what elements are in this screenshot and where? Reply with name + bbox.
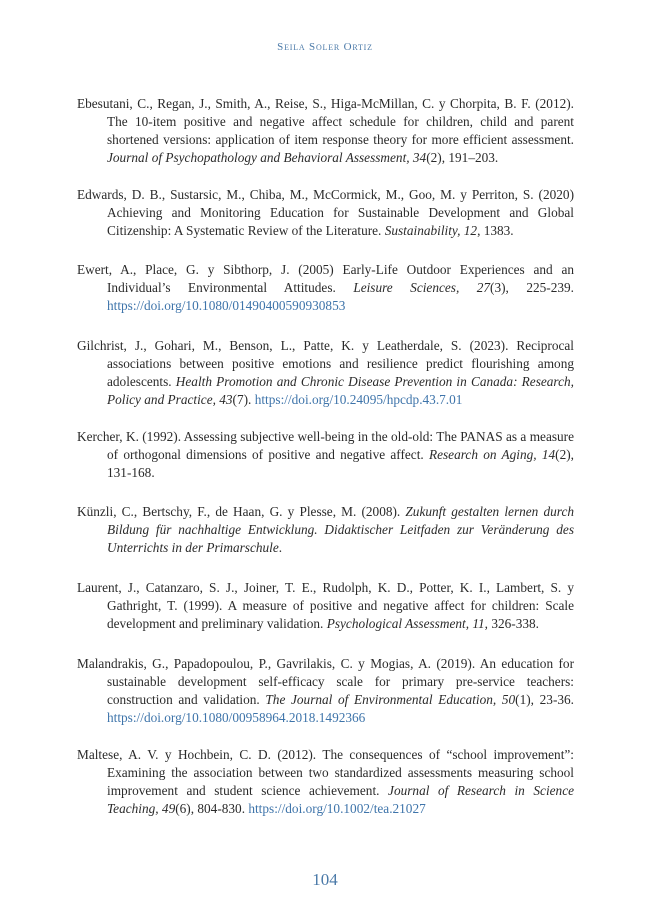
reference-details: (3), 225-239.	[490, 280, 574, 295]
page-number: 104	[312, 870, 338, 889]
reference-details: .	[278, 540, 283, 555]
reference-doi-link[interactable]: https://doi.org/10.1080/00958964.2018.1492366	[107, 710, 366, 725]
reference-authors: Gilchrist, J., Gohari, M., Benson, L., Patte, K. y Leatherdale, S. (2023). Reciprocal associations between positive emotions and resilience predict flourishing among adolescents.	[77, 338, 574, 389]
reference-details: , 1383.	[477, 223, 514, 238]
running-head: Seila Soler Ortiz	[277, 41, 373, 53]
reference-doi-link[interactable]: https://doi.org/10.1080/01490400590930853	[107, 298, 346, 313]
reference-item	[77, 428, 574, 482]
reference-doi-link[interactable]: https://doi.org/10.1002/tea.21027	[248, 801, 426, 816]
reference-details: (2), 191–203.	[426, 150, 499, 165]
reference-source: Leisure Sciences, 27	[353, 280, 491, 295]
reference-authors: Künzli, C., Bertschy, F., de Haan, G. y Plesse, M. (2008).	[77, 504, 406, 519]
reference-item	[77, 95, 574, 167]
reference-authors: Edwards, D. B., Sustarsic, M., Chiba, M., McCormick, M., Goo, M. y Perriton, S. (2020) Achieving and Monitoring Education for Sustainable Development and Global Citizenship: A Systematic Review of the Literature.	[77, 187, 574, 238]
reference-details: (7).	[232, 392, 255, 407]
reference-authors: Ewert, A., Place, G. y Sibthorp, J. (2005) Early-Life Outdoor Experiences and an Individual’s Environmental Attitudes.	[77, 262, 574, 295]
reference-source: Sustainability, 12	[384, 223, 478, 238]
reference-source: Health Promotion and Chronic Disease Prevention in Canada: Research, Policy and Practice, 43	[107, 374, 574, 407]
reference-details: (6), 804-830.	[175, 801, 249, 816]
reference-details: (1), 23-36.	[515, 692, 575, 707]
reference-source: Zukunft gestalten lernen durch Bildung für nachhaltige Entwicklung. Didaktischer Leitfaden zur Veränderung des Unterrichts in der Primarschule	[107, 504, 574, 555]
reference-authors: Kercher, K. (1992). Assessing subjective well-being in the old-old: The PANAS as a measure of orthogonal dimensions of positive and negative affect.	[77, 429, 574, 462]
reference-item	[77, 655, 574, 727]
reference-item	[77, 579, 574, 633]
reference-source: Research on Aging, 14	[428, 447, 556, 462]
reference-item	[77, 261, 574, 315]
reference-source: The Journal of Environmental Education, 50	[265, 692, 516, 707]
reference-authors: Ebesutani, C., Regan, J., Smith, A., Reise, S., Higa-McMillan, C. y Chorpita, B. F. (2012). The 10-item positive and negative affect schedule for children, child and parent shortened versions: application of item response theory for more efficient assessment.	[77, 96, 574, 147]
reference-source: Journal of Psychopathology and Behavioral Assessment, 34	[107, 150, 427, 165]
reference-item	[77, 186, 574, 240]
reference-doi-link[interactable]: https://doi.org/10.24095/hpcdp.43.7.01	[254, 392, 463, 407]
reference-authors: Malandrakis, G., Papadopoulou, P., Gavrilakis, C. y Mogias, A. (2019). An education for sustainable development self-efficacy scale for primary pre-service teachers: construction and validation.	[77, 656, 574, 707]
reference-source: Journal of Research in Science Teaching, 49	[107, 783, 574, 816]
reference-item	[77, 503, 574, 557]
reference-details: (2), 131-168.	[107, 447, 574, 480]
reference-authors: Maltese, A. V. y Hochbein, C. D. (2012). The consequences of “school improvement”: Examining the association between two standardized assessments measuring school improvement and student science achievement.	[77, 747, 574, 798]
reference-details: , 326-338.	[484, 616, 539, 631]
reference-source: Psychological Assessment, 11	[326, 616, 485, 631]
reference-authors: Laurent, J., Catanzaro, S. J., Joiner, T. E., Rudolph, K. D., Potter, K. I., Lambert, S. y Gathright, T. (1999). A measure of positive and negative affect for children: Scale development and preliminary validation.	[77, 580, 574, 631]
reference-item	[77, 337, 574, 409]
reference-item	[77, 746, 574, 818]
